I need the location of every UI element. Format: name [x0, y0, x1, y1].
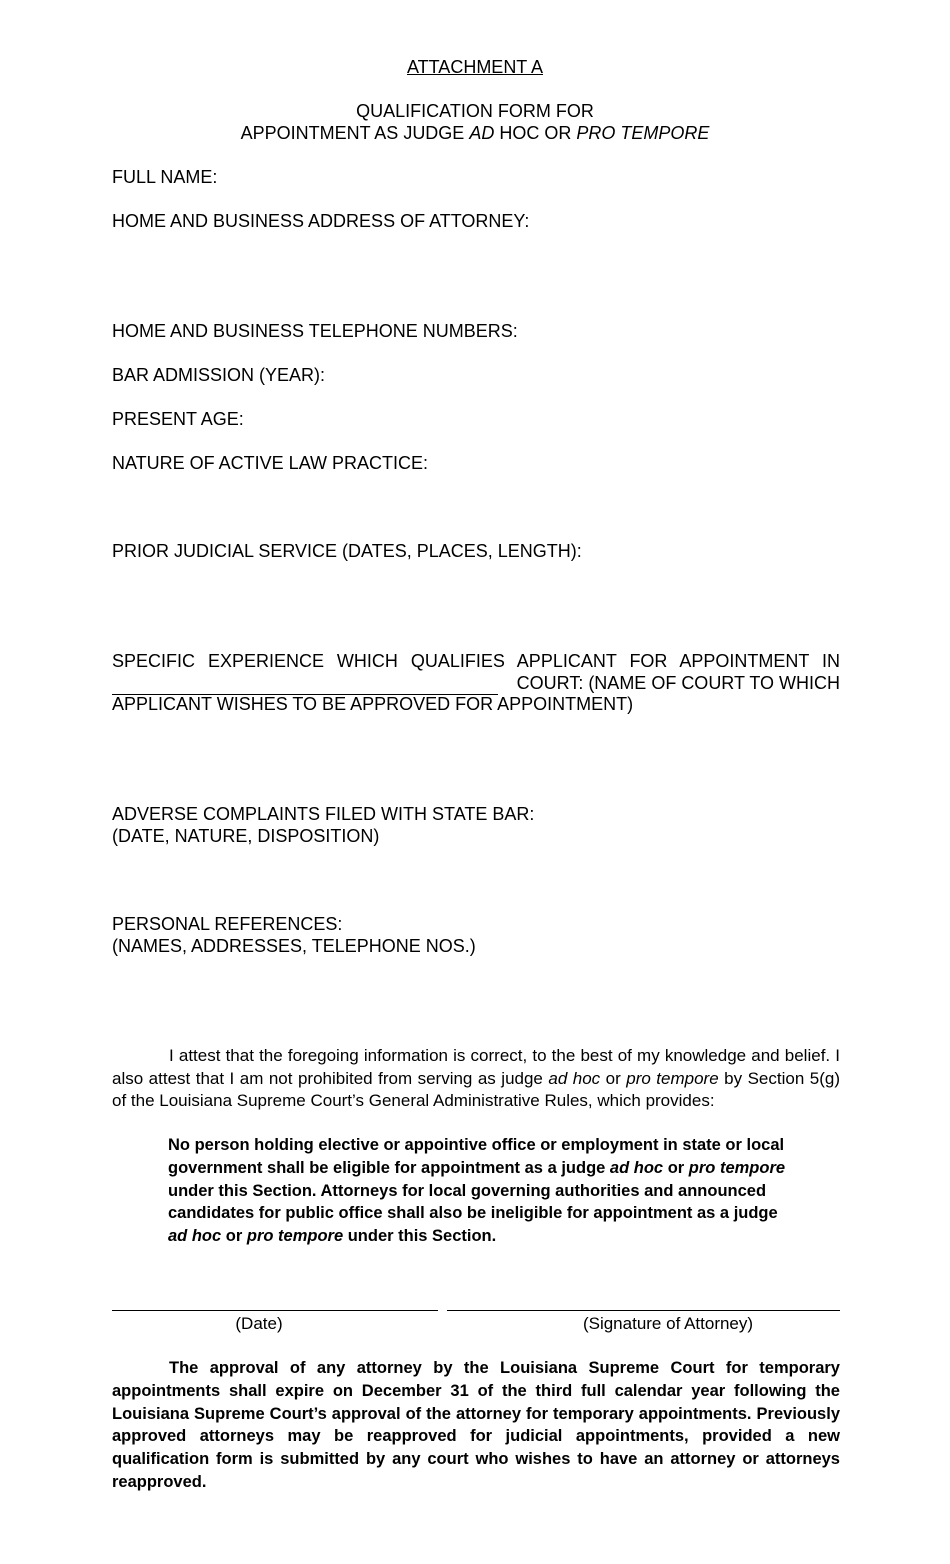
quote-or-2: or: [221, 1227, 247, 1246]
experience-line2: [112, 672, 840, 695]
experience-line3: APPLICANT WISHES TO BE APPROVED FOR APPOINTMENT): [112, 694, 634, 714]
bar-admission-label: BAR ADMISSION (YEAR):: [112, 365, 326, 385]
attestation-ad-hoc: ad hoc: [548, 1068, 601, 1088]
present-age-label: PRESENT AGE:: [112, 409, 244, 429]
title-text-mid: HOC OR: [494, 123, 577, 143]
references-line1: PERSONAL REFERENCES:: [112, 914, 343, 934]
title-text-pre: APPOINTMENT AS JUDGE: [240, 123, 470, 143]
experience-line1: SPECIFIC EXPERIENCE WHICH QUALIFIES APPLICANT FOR APPOINTMENT IN: [112, 651, 840, 671]
rule-quote: [168, 1134, 788, 1248]
signature-line[interactable]: [447, 1310, 840, 1311]
signature-label: (Signature of Attorney): [582, 1314, 754, 1333]
nature-practice-label: NATURE OF ACTIVE LAW PRACTICE:: [112, 453, 429, 473]
court-name-blank[interactable]: [112, 672, 498, 695]
quote-text-3: under this Section.: [343, 1227, 497, 1246]
references-line2: (NAMES, ADDRESSES, TELEPHONE NOS.): [112, 936, 476, 956]
date-label: (Date): [235, 1314, 283, 1333]
attestation-text-1: I attest that the foregoing information is correct, to the best of my knowledge and belief. I also attest that I am not prohibited from serving as judge: [112, 1046, 840, 1088]
title-protempore-italic: PRO TEMPORE: [576, 123, 710, 143]
quote-pro-tempore-2: pro tempore: [246, 1227, 344, 1246]
attachment-heading: ATTACHMENT A: [406, 57, 543, 77]
form-title-line1: QUALIFICATION FORM FOR: [356, 101, 594, 121]
quote-pro-tempore-1: pro tempore: [688, 1158, 786, 1177]
quote-ad-hoc-2: ad hoc: [168, 1227, 222, 1246]
adverse-line2: (DATE, NATURE, DISPOSITION): [112, 826, 380, 846]
quote-ad-hoc-1: ad hoc: [609, 1158, 664, 1177]
approval-expiry-note: The approval of any attorney by the Louisiana Supreme Court for temporary appointments shall expire on December 31 of the third full calendar year following the Louisiana Supreme Court’s approval of the attorney for temporary appointments. Previously approved attorneys may be reapproved for judicial appointments, provided a new qualification form is submitted by any court who wishes to have an attorney or attorneys reapproved.: [112, 1359, 840, 1491]
full-name-label: FULL NAME:: [112, 167, 218, 187]
title-ad-italic: AD: [469, 123, 495, 143]
address-label: HOME AND BUSINESS ADDRESS OF ATTORNEY:: [112, 211, 530, 231]
prior-service-label: PRIOR JUDICIAL SERVICE (DATES, PLACES, LENGTH):: [112, 541, 582, 561]
experience-line2-suffix: COURT: (NAME OF COURT TO WHICH: [516, 673, 840, 693]
attestation-text-2: by Section 5(g) of the Louisiana Supreme Court’s General Administrative Rules, which provides:: [112, 1068, 840, 1110]
date-line[interactable]: [112, 1310, 438, 1311]
quote-text-2: under this Section. Attorneys for local governing authorities and announced candidates for public office shall also be ineligible for appointment as a judge: [168, 1181, 778, 1223]
quote-or-1: or: [663, 1158, 689, 1177]
attestation-paragraph: [112, 1045, 840, 1113]
form-title-line2: [0, 122, 950, 144]
telephone-label: HOME AND BUSINESS TELEPHONE NUMBERS:: [112, 321, 518, 341]
attestation-pro-tempore: pro tempore: [626, 1068, 719, 1088]
quote-text-1: No person holding elective or appointive office or employment in state or local government shall be eligible for appointment as a judge: [168, 1136, 785, 1177]
attestation-or: or: [600, 1068, 627, 1088]
adverse-line1: ADVERSE COMPLAINTS FILED WITH STATE BAR:: [112, 804, 535, 824]
